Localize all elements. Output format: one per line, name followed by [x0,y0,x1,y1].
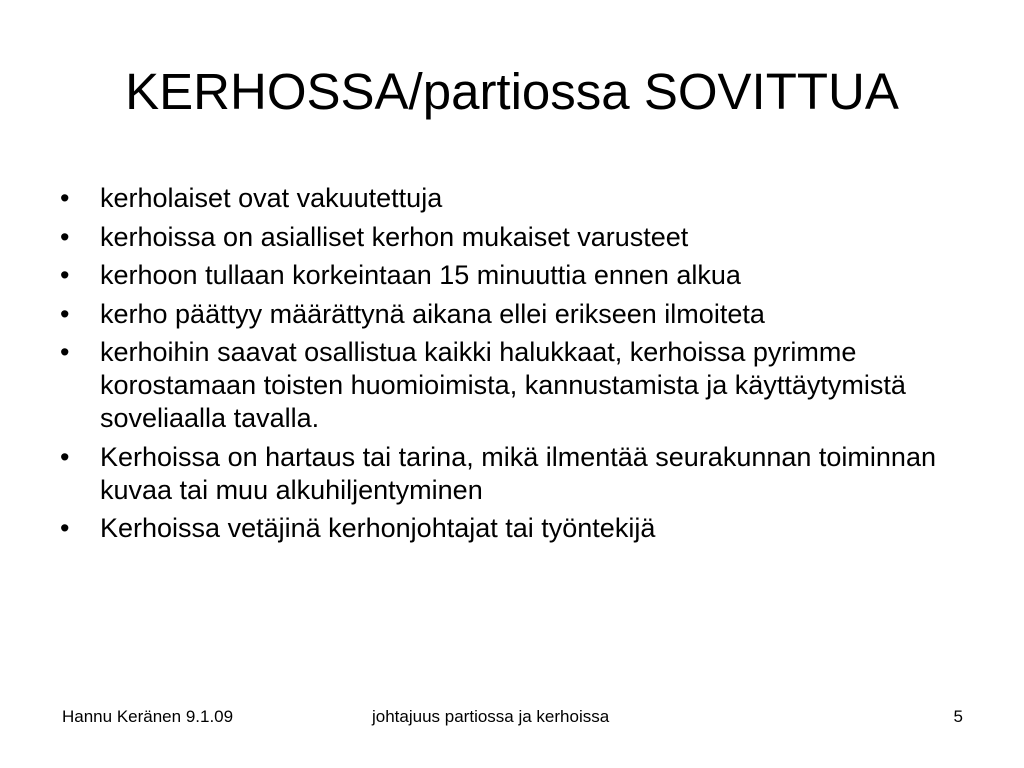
bullet-item [58,298,998,331]
bullet-list [58,182,998,551]
slide-title: KERHOSSA/partiossa SOVITTUA [125,63,899,120]
bullet-item [58,221,998,254]
bullet-icon: • [60,260,70,290]
bullet-text: Kerhoissa vetäjinä kerhonjohtajat tai työntekijä [100,513,656,543]
footer-title: johtajuus partiossa ja kerhoissa [372,707,610,726]
bullet-icon: • [60,441,70,472]
bullet-item [58,336,998,435]
bullet-icon: • [60,337,70,367]
bullet-item [58,259,998,292]
bullet-item [58,512,998,545]
bullet-icon: • [60,513,70,543]
bullet-text: kerhoihin saavat osallistua kaikki halukkaat, kerhoissa pyrimme korostamaan toisten huomioimista, kannustamista ja käyttäytymistä soveliaalla tavalla. [100,337,906,433]
bullet-text: kerholaiset ovat vakuutettuja [100,183,443,213]
bullet-text: Kerhoissa on hartaus tai tarina, mikä ilmentää seurakunnan toiminnan kuvaa tai muu alkuhiljentyminen [100,441,936,505]
bullet-item [58,182,998,215]
bullet-icon: • [60,221,70,252]
bullet-text: kerho päättyy määrättynä aikana ellei erikseen ilmoiteta [100,298,765,329]
bullet-text: kerhoon tullaan korkeintaan 15 minuuttia ennen alkua [100,260,741,290]
bullet-icon: • [60,183,70,213]
footer-author-date: Hannu Keränen 9.1.09 [62,707,234,726]
bullet-text: kerhoissa on asialliset kerhon mukaiset varusteet [100,221,689,252]
bullet-item [58,441,998,507]
page-number: 5 [953,707,963,726]
bullet-icon: • [60,298,70,329]
